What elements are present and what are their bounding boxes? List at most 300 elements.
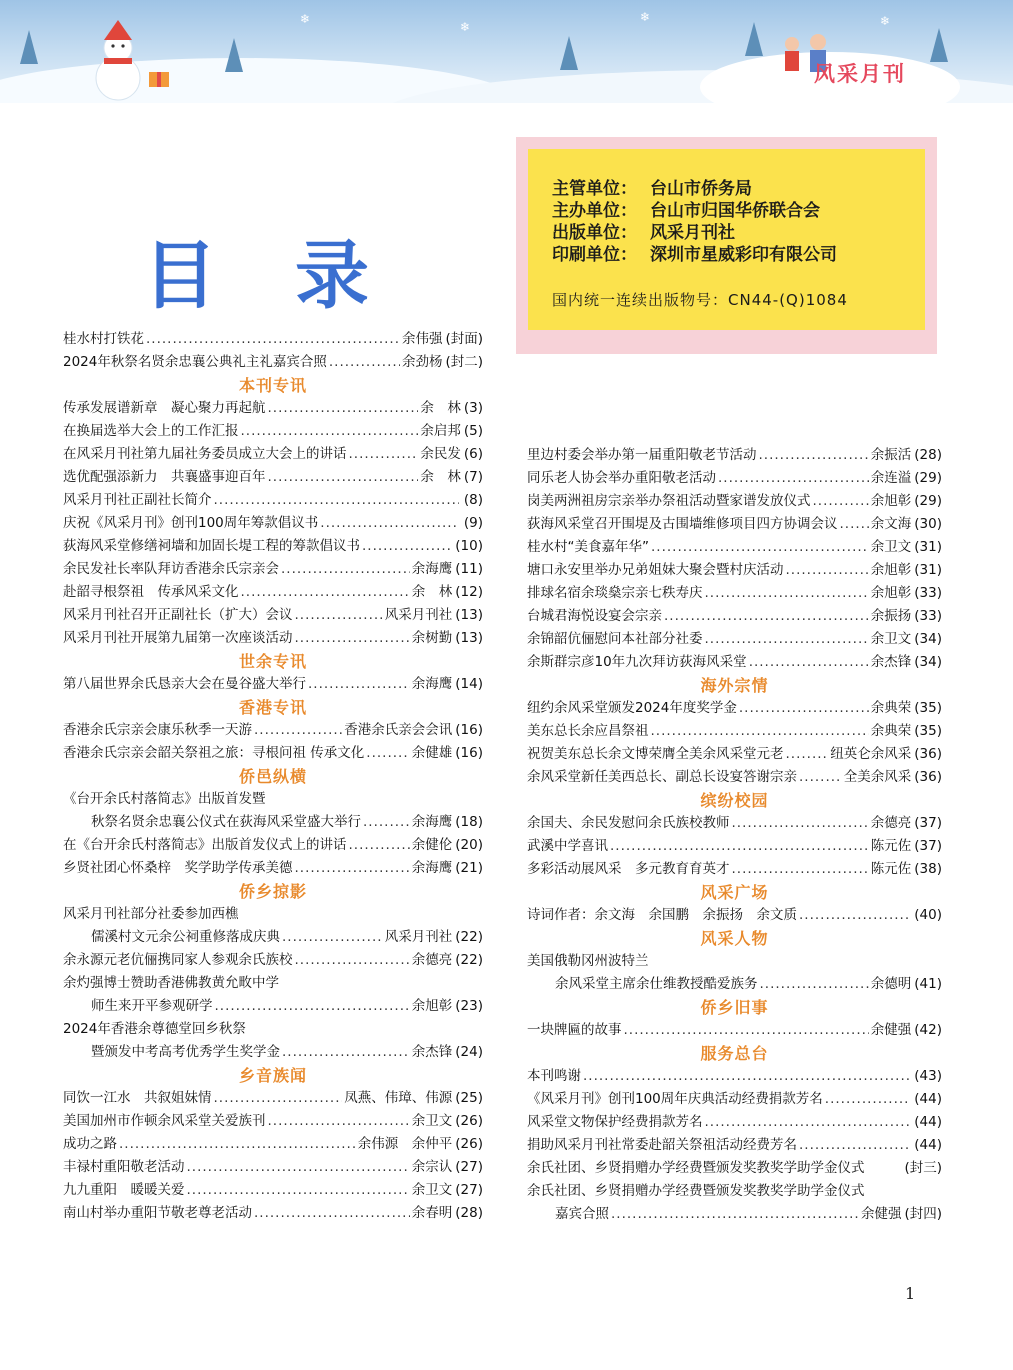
dot-leader	[187, 1156, 410, 1179]
toc-entry	[63, 466, 483, 489]
toc-entry-title: 赴韶寻根祭祖 传承风采文化	[63, 584, 239, 600]
toc-entry-page: (14)	[455, 676, 483, 692]
toc-section-heading: 侨乡旧事	[700, 998, 769, 1017]
toc-entry-author: 余健强	[860, 1206, 902, 1222]
toc-entry-page: (9)	[463, 515, 483, 531]
info-value: 国内统一连续出版物号：CN44-(Q)1084	[552, 291, 848, 309]
toc-entry-author: 全美余风采	[843, 769, 912, 785]
toc-entry	[527, 835, 942, 858]
toc-entry-page: (22)	[455, 929, 483, 945]
toc-entry	[63, 397, 483, 420]
toc-entry-author: 余海鹰	[411, 561, 453, 577]
toc-entry-title: 儒溪村文元余公祠重修落成庆典	[91, 929, 280, 945]
toc-entry-author: 余树勤	[411, 630, 453, 646]
dot-leader	[214, 1087, 343, 1110]
toc-entry-page: (18)	[455, 814, 483, 830]
toc-entry-page: (27)	[455, 1159, 483, 1175]
toc-entry-author: 余旭彰	[870, 493, 912, 509]
toc-entry-title: 余斯群宗彦10年九次拜访荻海风采堂	[527, 654, 747, 670]
toc-entry-title: 台城君海悦设宴会宗亲	[527, 608, 662, 624]
toc-entry	[63, 857, 483, 880]
toc-entry-title: 祝贺美东总长余文博荣膺全美余风采堂元老	[527, 746, 784, 762]
snowflake-icon: ❄	[640, 10, 651, 24]
toc-entry-author: 风采月刊社	[384, 607, 453, 623]
toc-entry-author: 余连溢	[870, 470, 912, 486]
toc-entry-title: 选优配强添新力 共襄盛事迎百年	[63, 469, 266, 485]
toc-entry-author: 余旭彰	[870, 562, 912, 578]
toc-entry	[527, 950, 942, 973]
toc-entry-page: (38)	[914, 861, 942, 877]
toc-entry-page: (44)	[914, 1137, 942, 1153]
snowman-icon	[78, 18, 158, 102]
dot-leader	[119, 1133, 356, 1156]
toc-entry-page: (12)	[455, 584, 483, 600]
dot-leader	[295, 604, 383, 627]
toc-section-heading: 香港专讯	[238, 698, 307, 717]
dot-leader	[268, 1110, 410, 1133]
dot-leader	[759, 444, 869, 467]
toc-entry-title: 余氏社团、乡贤捐赠办学经费暨颁发奖教奖学助学金仪式	[527, 1160, 865, 1176]
toc-entry-author: 余典荣	[870, 723, 912, 739]
toc-entry	[63, 972, 483, 995]
toc-section-heading: 乡音族闻	[238, 1066, 307, 1085]
snowflake-icon: ❄	[460, 20, 471, 34]
toc-entry-title: 本刊鸣谢	[527, 1068, 581, 1084]
toc-entry-author: 余海鹰	[411, 676, 453, 692]
toc-entry	[63, 1041, 483, 1064]
dot-leader	[363, 811, 410, 834]
toc-entry-author: 余启邦	[420, 423, 461, 439]
toc-entry	[63, 535, 483, 558]
toc-entry-title: 一块牌匾的故事	[527, 1022, 622, 1038]
toc-entry	[527, 973, 942, 996]
toc-entry-page: (封面)	[445, 331, 483, 347]
toc-entry	[527, 536, 942, 559]
toc-entry-title: 暨颁发中考高考优秀学生奖学金	[91, 1044, 280, 1060]
toc-entry-author: 余典荣	[870, 700, 912, 716]
dot-leader	[705, 1111, 910, 1134]
toc-entry-page: (31)	[914, 562, 942, 578]
toc-entry-author: 纽英仑余风采	[830, 746, 912, 762]
toc-entry-title: 《台开余氏村落简志》出版首发暨	[63, 791, 266, 807]
toc-entry	[63, 1018, 483, 1041]
toc-entry-author: 余卫文	[870, 539, 912, 555]
info-value: 台山市侨务局	[650, 179, 752, 199]
toc-entry	[527, 1203, 942, 1226]
toc-entry-author: 余振扬	[870, 608, 912, 624]
dot-leader	[760, 973, 869, 996]
toc-entry-author: 余民发	[420, 446, 461, 462]
toc-entry-title: 2024年秋祭名贤余忠襄公典礼主礼嘉宾合照	[63, 354, 327, 370]
toc-entry-page: (29)	[914, 493, 942, 509]
toc-section-heading: 风采广场	[700, 883, 769, 902]
toc-entry-page: (34)	[914, 654, 942, 670]
toc-entry-title: 排球名宿余琰燊宗亲七秩寿庆	[527, 585, 703, 601]
toc-entry-page: (7)	[463, 469, 483, 485]
toc-section-heading: 缤纷校园	[700, 791, 769, 810]
toc-entry-page: (21)	[455, 860, 483, 876]
toc-entry-author: 余振活	[870, 447, 912, 463]
toc-entry-title: 余氏社团、乡贤捐赠办学经费暨颁发奖教奖学助学金仪式	[527, 1183, 865, 1199]
info-label: 主管单位：	[552, 179, 637, 199]
toc-entry-author: 余健强	[870, 1022, 912, 1038]
toc-entry-author: 凤燕、伟璋、伟源	[344, 1090, 453, 1106]
toc-entry-title: 桂水村打铁花	[63, 331, 144, 347]
toc-entry-page: (44)	[914, 1114, 942, 1130]
toc-entry	[63, 673, 483, 696]
toc-entry-title: 师生来开平参观研学	[91, 998, 213, 1014]
toc-entry-page: (34)	[914, 631, 942, 647]
dot-leader	[295, 627, 410, 650]
toc-entry-title: 南山村举办重阳节敬老尊老活动	[63, 1205, 252, 1221]
toc-entry-title: 美国加州市作顿余风采堂关爱族刊	[63, 1113, 266, 1129]
dot-leader	[187, 1179, 410, 1202]
toc-entry-title: 余风采堂新任美西总长、副总长设宴答谢宗亲	[527, 769, 797, 785]
toc-entry-page: (35)	[914, 700, 942, 716]
toc-entry-page: (28)	[914, 447, 942, 463]
toc-entry	[527, 490, 942, 513]
dot-leader	[705, 582, 869, 605]
dot-leader	[651, 536, 869, 559]
toc-entry-author: 香港余氏亲会会讯	[344, 722, 453, 738]
info-label: 印刷单位：	[552, 245, 637, 265]
dot-leader	[320, 512, 459, 535]
toc-entry-page: (16)	[455, 745, 483, 761]
toc-entry-author: 余 林	[420, 400, 461, 416]
toc-entry-page: (5)	[463, 423, 483, 439]
toc-entry	[527, 467, 942, 490]
toc-entry-title: 乡贤社团心怀桑梓 奖学助学传承美德	[63, 860, 293, 876]
header-banner	[0, 0, 1013, 103]
toc-entry-page: (36)	[914, 769, 942, 785]
dot-leader	[281, 558, 410, 581]
toc-entry-author: 余德明	[870, 976, 912, 992]
toc-entry-author: 余健伦	[411, 837, 453, 853]
snowflake-icon: ❄	[880, 14, 891, 28]
toc-entry-title: 香港余氏宗亲会韶关祭祖之旅：寻根问祖 传承文化	[63, 745, 365, 761]
toc-entry-page: (3)	[463, 400, 483, 416]
toc-entry-title: 嘉宾合照	[555, 1206, 609, 1222]
dot-leader	[624, 1019, 869, 1042]
toc-entry-page: (31)	[914, 539, 942, 555]
toc-entry	[63, 742, 483, 765]
toc-entry-title: 风采月刊社正副社长简介	[63, 492, 212, 508]
toc-entry-title: 美国俄勒冈州波特兰	[527, 953, 649, 969]
toc-entry-title: 风采月刊社部分社委参加西樵	[63, 906, 239, 922]
toc-entry-page: (27)	[455, 1182, 483, 1198]
dot-leader	[254, 1202, 410, 1225]
dot-leader	[664, 605, 869, 628]
dot-leader	[732, 858, 869, 881]
toc-entry	[63, 581, 483, 604]
snowflake-icon: ❄	[300, 12, 311, 26]
toc-entry	[63, 512, 483, 535]
toc-entry-page: (29)	[914, 470, 942, 486]
toc-entry-page: (26)	[455, 1113, 483, 1129]
toc-entry	[63, 719, 483, 742]
page-title: 目录	[143, 233, 447, 319]
toc-entry-author: 余卫文	[411, 1182, 453, 1198]
dot-leader	[651, 720, 869, 743]
dot-leader	[366, 742, 409, 765]
toc-entry-title: 在《台开余氏村落简志》出版首发仪式上的讲话	[63, 837, 347, 853]
toc-entry-page: (10)	[455, 538, 483, 554]
toc-entry-author: 余 林	[420, 469, 461, 485]
toc-entry	[63, 627, 483, 650]
toc-entry-author: 余宗认	[411, 1159, 453, 1175]
toc-entry	[527, 513, 942, 536]
toc-entry-author: 余德亮	[411, 952, 453, 968]
toc-entry-title: 《风采月刊》创刊100周年庆典活动经费捐款芳名	[527, 1091, 823, 1107]
toc-entry-title: 秋祭名贤余忠襄公仪式在荻海风采堂盛大举行	[91, 814, 361, 830]
toc-entry	[63, 926, 483, 949]
toc-entry-page: (13)	[455, 630, 483, 646]
toc-entry	[527, 1088, 942, 1111]
dot-leader	[282, 926, 383, 949]
toc-entry	[63, 995, 483, 1018]
toc-entry-title: 余风采堂主席余仕维教授酷爱族务	[555, 976, 758, 992]
toc-entry	[527, 651, 942, 674]
dot-leader	[215, 995, 410, 1018]
toc-entry-title: 风采月刊社开展第九届第一次座谈活动	[63, 630, 293, 646]
toc-entry-author: 余海鹰	[411, 814, 453, 830]
info-row	[552, 289, 848, 311]
toc-entry	[527, 1180, 942, 1203]
toc-entry-page: (13)	[455, 607, 483, 623]
toc-entry-page: (43)	[914, 1068, 942, 1084]
toc-entry-title: 2024年香港余尊德堂回乡秋祭	[63, 1021, 246, 1037]
toc-entry	[63, 1110, 483, 1133]
toc-entry	[527, 1019, 942, 1042]
toc-section-heading: 侨邑纵横	[238, 767, 307, 786]
toc-entry	[63, 1087, 483, 1110]
toc-entry	[63, 949, 483, 972]
toc-entry-title: 丰禄村重阳敬老活动	[63, 1159, 185, 1175]
toc-entry	[527, 697, 942, 720]
toc-entry-author: 余伟源 余仲平	[357, 1136, 453, 1152]
toc-entry-author: 余旭彰	[870, 585, 912, 601]
toc-section-heading: 侨乡掠影	[238, 882, 307, 901]
dot-leader	[799, 904, 909, 927]
toc-entry-title: 香港余氏宗亲会康乐秋季一天游	[63, 722, 252, 738]
toc-entry-author: 余春明	[411, 1205, 453, 1221]
toc-entry-title: 桂水村“美食嘉年华”	[527, 539, 649, 555]
toc-entry-page: (44)	[914, 1091, 942, 1107]
toc-entry	[527, 1065, 942, 1088]
toc-section-heading: 服务总台	[700, 1044, 769, 1063]
toc-entry-author: 余文海	[870, 516, 912, 532]
dot-leader	[241, 420, 419, 443]
toc-entry-author: 余卫文	[411, 1113, 453, 1129]
toc-entry-title: 同饮一江水 共叙姐妹情	[63, 1090, 212, 1106]
toc-entry-title: 诗词作者：余文海 余国鹏 余振扬 余文质	[527, 907, 797, 923]
info-value: 风采月刊社	[650, 223, 735, 243]
dot-leader	[282, 1041, 410, 1064]
toc-entry	[527, 720, 942, 743]
toc-entry-page: (33)	[914, 608, 942, 624]
toc-entry-title: 多彩活动展风采 多元教育育英才	[527, 861, 730, 877]
dot-leader	[705, 628, 869, 651]
toc-entry-author: 陈元佐	[870, 838, 912, 854]
toc-entry-title: 纽约余风采堂颁发2024年度奖学金	[527, 700, 737, 716]
toc-entry-author: 余健雄	[411, 745, 453, 761]
toc-entry-author: 余杰锋	[411, 1044, 453, 1060]
dot-leader	[739, 697, 869, 720]
toc-entry-page: (24)	[455, 1044, 483, 1060]
toc-entry-title: 荻海风采堂召开围堤及古围墙维修项目四方协调会议	[527, 516, 838, 532]
dot-leader	[349, 443, 419, 466]
info-value: 深圳市星威彩印有限公司	[650, 245, 837, 265]
toc-entry-page: (40)	[914, 907, 942, 923]
dot-leader	[268, 466, 419, 489]
toc-entry-title: 风采月刊社召开正副社长（扩大）会议	[63, 607, 293, 623]
toc-entry	[63, 604, 483, 627]
dot-leader	[732, 812, 869, 835]
toc-entry	[527, 904, 942, 927]
toc-entry	[63, 1202, 483, 1225]
toc-entry-title: 塘口永安里举办兄弟姐妹大聚会暨村庆活动	[527, 562, 784, 578]
toc-entry	[527, 1157, 942, 1180]
gift-icon	[148, 66, 170, 88]
toc-entry-author: 余德亮	[870, 815, 912, 831]
toc-entry	[63, 1179, 483, 1202]
toc-entry	[527, 858, 942, 881]
tree-icon	[20, 30, 38, 64]
toc-entry-page: (25)	[455, 1090, 483, 1106]
toc-entry	[63, 788, 483, 811]
dot-leader	[718, 467, 869, 490]
dot-leader	[799, 766, 842, 789]
toc-entry-page: (42)	[914, 1022, 942, 1038]
page-number: 1	[905, 1284, 916, 1303]
toc-entry	[527, 559, 942, 582]
toc-entry-title: 余锦韶伉俪慰问本社部分社委	[527, 631, 703, 647]
toc-entry	[63, 558, 483, 581]
toc-entry-title: 岗美两洲祖房宗亲举办祭祖活动暨家谱发放仪式	[527, 493, 811, 509]
tree-icon	[560, 36, 578, 70]
toc-entry-title: 武溪中学喜讯	[527, 838, 608, 854]
toc-entry-title: 成功之路	[63, 1136, 117, 1152]
toc-entry	[527, 444, 942, 467]
dot-leader	[786, 559, 869, 582]
dot-leader	[308, 673, 410, 696]
dot-leader	[610, 835, 869, 858]
toc-entry	[63, 489, 483, 512]
dot-leader	[329, 351, 400, 374]
toc-entry-page: (22)	[455, 952, 483, 968]
toc-entry	[63, 351, 483, 374]
toc-entry-author: 陈元佐	[870, 861, 912, 877]
info-label: 主办单位：	[552, 201, 637, 221]
toc-entry-page: (20)	[455, 837, 483, 853]
toc-entry-title: 在风采月刊社第九届社务委员成立大会上的讲话	[63, 446, 347, 462]
magazine-brand: 风采月刊	[814, 61, 906, 86]
tree-icon	[930, 28, 948, 62]
toc-section-heading: 风采人物	[700, 929, 769, 948]
toc-entry-page: (23)	[455, 998, 483, 1014]
toc-entry	[63, 328, 483, 351]
toc-entry	[63, 811, 483, 834]
dot-leader	[813, 490, 869, 513]
toc-entry-title: 余民发社长率队拜访香港余氏宗亲会	[63, 561, 279, 577]
toc-entry-author: 余伟强	[401, 331, 443, 347]
toc-section-heading: 本刊专讯	[238, 376, 307, 395]
toc-entry-author: 风采月刊社	[384, 929, 453, 945]
toc-entry-page: (30)	[914, 516, 942, 532]
toc-section-heading: 世余专讯	[238, 652, 307, 671]
toc-entry-title: 在换届选举大会上的工作汇报	[63, 423, 239, 439]
info-row	[552, 178, 752, 200]
toc-entry-title: 美东总长余应昌祭祖	[527, 723, 649, 739]
toc-entry	[527, 1134, 942, 1157]
toc-entry-title: 九九重阳 暖暖关爱	[63, 1182, 185, 1198]
toc-entry-page: (26)	[455, 1136, 483, 1152]
toc-entry-author: 余卫文	[870, 631, 912, 647]
dot-leader	[295, 857, 410, 880]
toc-entry	[63, 1156, 483, 1179]
toc-section-heading: 海外宗情	[700, 676, 769, 695]
toc-entry	[63, 903, 483, 926]
dot-leader	[349, 834, 410, 857]
dot-leader	[295, 949, 410, 972]
toc-entry	[63, 1133, 483, 1156]
toc-entry	[527, 628, 942, 651]
toc-entry	[63, 834, 483, 857]
info-label: 出版单位：	[552, 223, 637, 243]
dot-leader	[749, 651, 869, 674]
toc-entry-page: (封四)	[904, 1206, 942, 1222]
dot-leader	[799, 1134, 909, 1157]
toc-entry-page: (11)	[455, 561, 483, 577]
toc-entry-page: (28)	[455, 1205, 483, 1221]
toc-entry-page: (37)	[914, 815, 942, 831]
dot-leader	[254, 719, 342, 742]
toc-entry-page: (6)	[463, 446, 483, 462]
dot-leader	[825, 1088, 910, 1111]
info-row	[552, 222, 735, 244]
toc-entry-page: (36)	[914, 746, 942, 762]
dot-leader	[583, 1065, 909, 1088]
dot-leader	[146, 328, 400, 351]
toc-entry	[527, 743, 942, 766]
tree-icon	[225, 38, 243, 72]
toc-entry	[63, 420, 483, 443]
toc-entry	[527, 605, 942, 628]
dot-leader	[214, 489, 459, 512]
toc-entry-title: 余灼强博士赞助香港佛教黄允畋中学	[63, 975, 279, 991]
toc-entry-page: (封三)	[904, 1160, 942, 1176]
toc-entry-title: 庆祝《风采月刊》创刊100周年筹款倡议书	[63, 515, 319, 531]
toc-entry-author: 余旭彰	[411, 998, 453, 1014]
toc-entry-title: 余国夫、余民发慰问余氏族校教师	[527, 815, 730, 831]
toc-entry-title: 余永源元老伉俪携同家人参观余氏族校	[63, 952, 293, 968]
toc-entry-title: 里边村委会举办第一届重阳敬老节活动	[527, 447, 757, 463]
toc-entry-page: (8)	[463, 492, 483, 508]
toc-entry-page: (37)	[914, 838, 942, 854]
dot-leader	[268, 397, 419, 420]
dot-leader	[840, 513, 869, 536]
toc-entry-title: 传承发展谱新章 凝心聚力再起航	[63, 400, 266, 416]
toc-entry-author: 余劲杨	[401, 354, 443, 370]
toc-entry	[63, 443, 483, 466]
toc-entry-author: 余海鹰	[411, 860, 453, 876]
toc-entry	[527, 1111, 942, 1134]
toc-entry-page: (35)	[914, 723, 942, 739]
toc-entry	[527, 812, 942, 835]
toc-entry-title: 荻海风采堂修缮祠墙和加固长堤工程的筹款倡议书	[63, 538, 360, 554]
toc-entry	[527, 582, 942, 605]
toc-entry-page: (封二)	[445, 354, 483, 370]
